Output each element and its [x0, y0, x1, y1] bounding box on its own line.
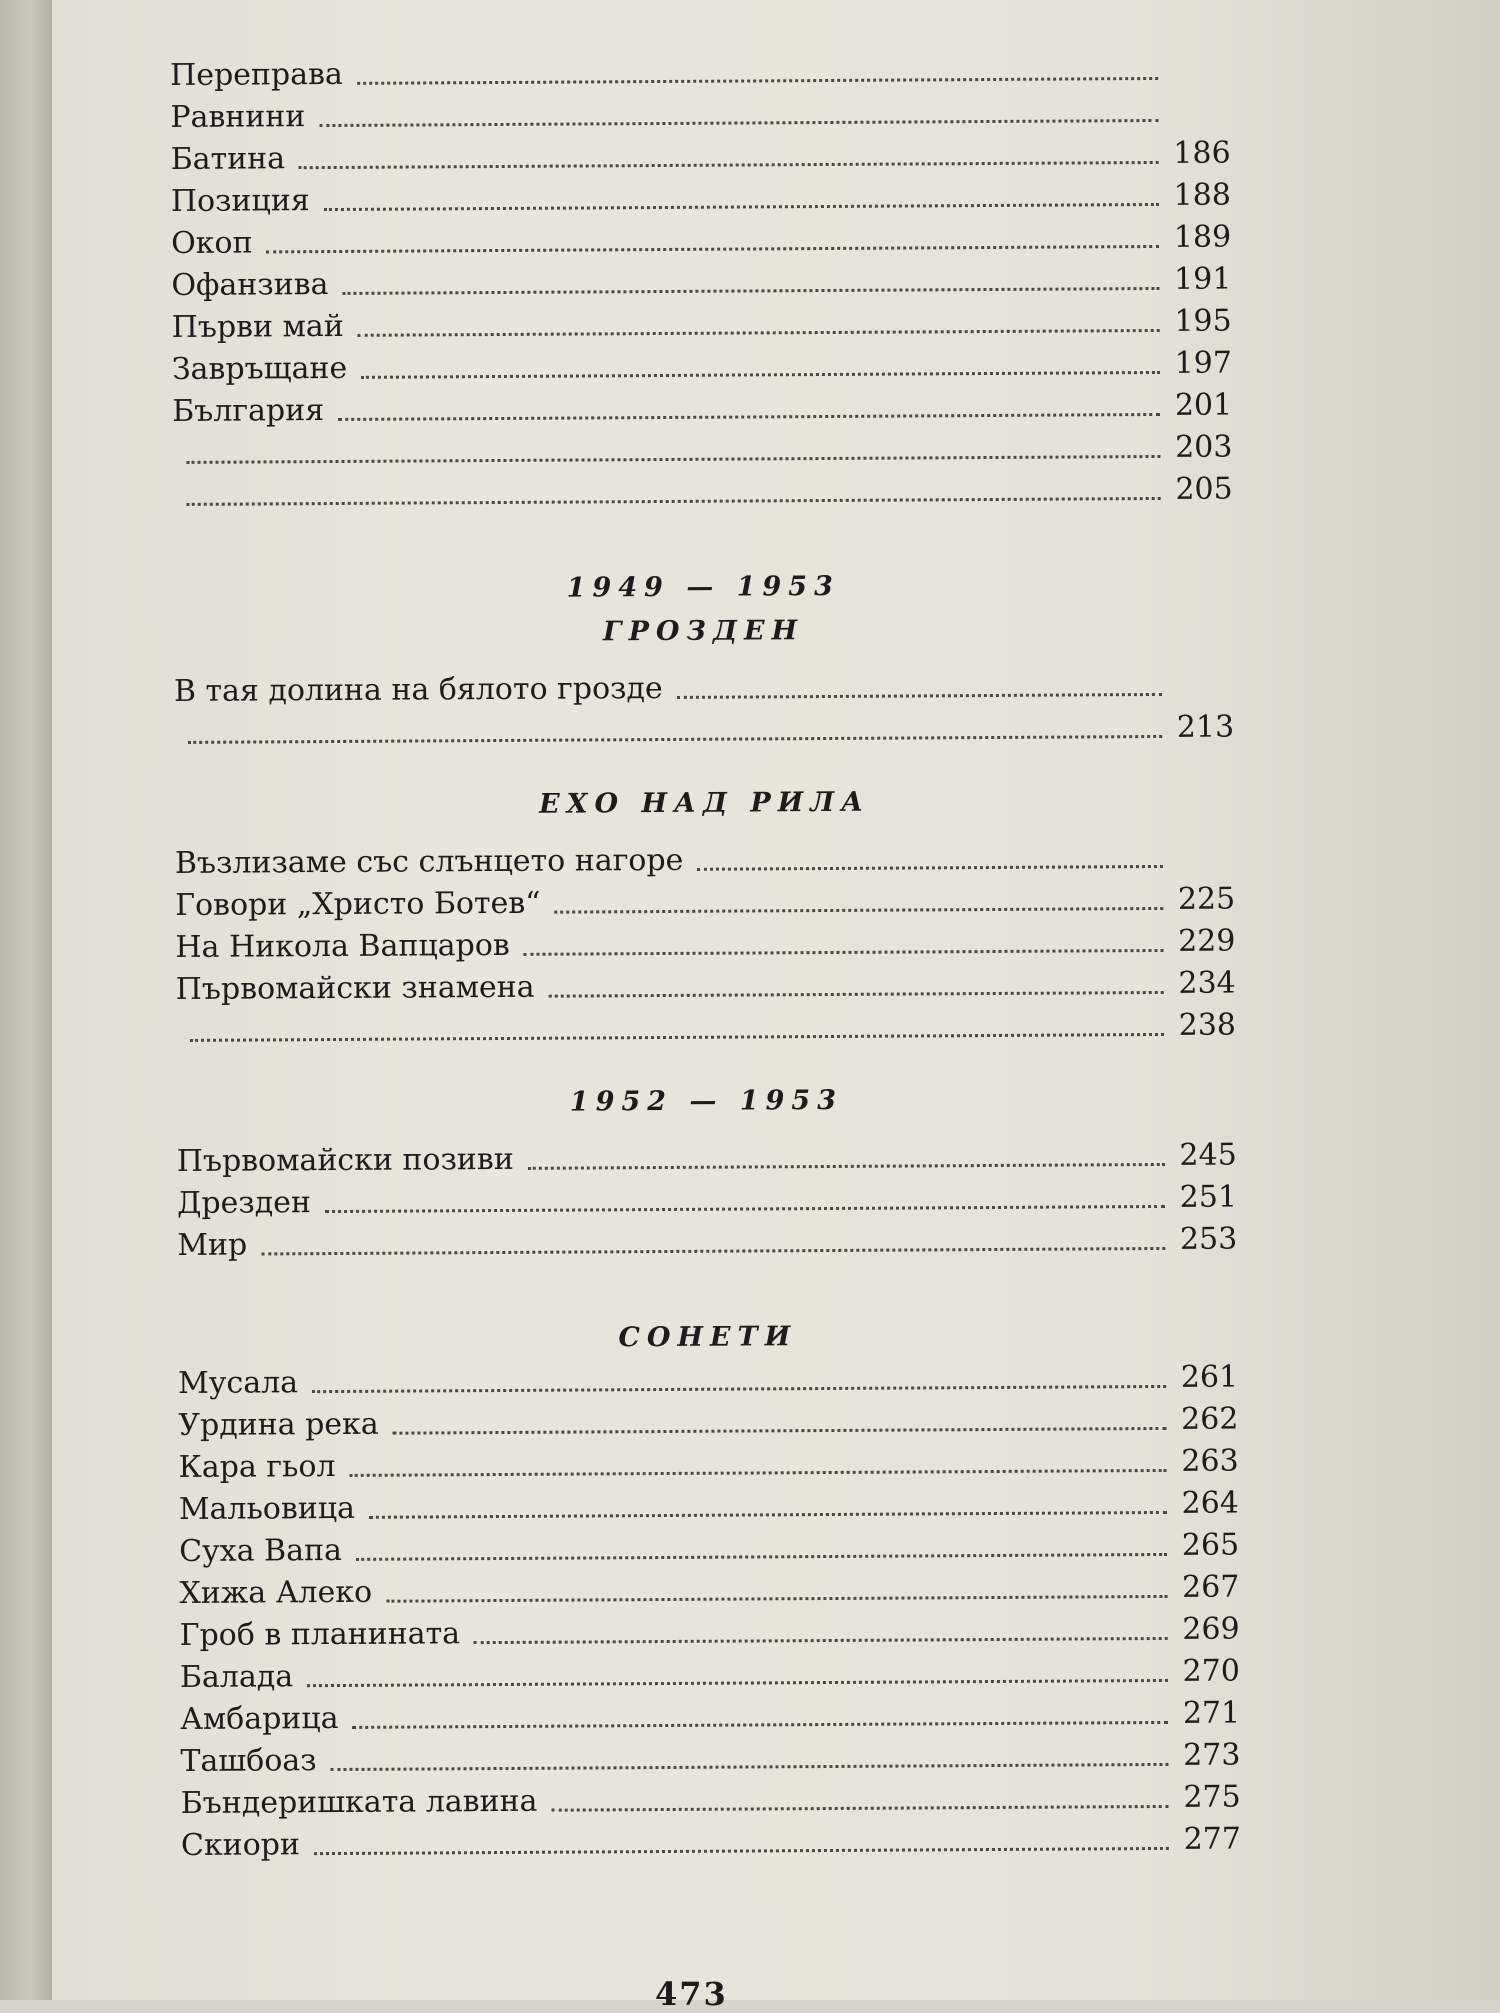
toc-entry	[181, 1776, 1241, 1824]
toc-entry	[177, 1177, 1237, 1225]
dot-leader	[358, 329, 1160, 337]
toc-entry-page: 213	[1174, 707, 1234, 749]
page-number-footer: 473	[655, 1975, 728, 2013]
toc-entry-title: Дрезден	[177, 1182, 311, 1225]
dot-leader	[190, 1033, 1164, 1042]
toc-entry	[180, 1692, 1240, 1740]
dot-leader	[528, 1163, 1165, 1170]
dot-leader	[307, 1679, 1168, 1687]
toc-entry-title: Ташбоаз	[180, 1740, 316, 1783]
toc-entry-title: Първи май	[172, 306, 344, 349]
toc-entry	[170, 49, 1230, 97]
toc-entry-page: 265	[1179, 1524, 1239, 1566]
toc-entry-page: 225	[1175, 879, 1235, 921]
toc-entry-title: Переправа	[170, 54, 343, 97]
dot-leader	[524, 949, 1164, 956]
toc-entry-title: Окоп	[171, 222, 253, 264]
toc-entry-page: 234	[1176, 963, 1236, 1005]
dot-leader	[343, 287, 1160, 295]
toc-entry-title: Мусала	[178, 1362, 298, 1405]
toc-entry-title: Първомайски знамена	[176, 967, 535, 1011]
toc-entry-page: 273	[1180, 1734, 1240, 1776]
toc-entry	[178, 1357, 1238, 1405]
toc-entry-page: 203	[1172, 427, 1232, 469]
toc-entry-title: Мальовица	[179, 1488, 355, 1531]
toc-entry	[179, 1566, 1239, 1614]
toc-entry-title: Офанзива	[171, 264, 328, 307]
toc-entry-page: 269	[1180, 1608, 1240, 1650]
toc-entry	[181, 1818, 1241, 1866]
toc-entry-title: Възлизаме със слънцето нагоре	[175, 840, 684, 885]
toc-entry-page: 251	[1177, 1177, 1237, 1219]
toc-entry-title: На Никола Вапцаров	[175, 925, 510, 969]
toc-entry-page: 267	[1179, 1566, 1239, 1608]
toc-entry	[175, 921, 1235, 969]
toc-entry-title: Амбарица	[180, 1698, 339, 1741]
toc-entry	[176, 963, 1236, 1011]
toc-entry	[175, 837, 1235, 885]
toc-group-4	[177, 1135, 1238, 1267]
dot-leader	[369, 1511, 1167, 1519]
toc-entry-title: Хижа Алеко	[179, 1572, 372, 1615]
dot-leader	[393, 1427, 1167, 1435]
toc-entry	[180, 1650, 1240, 1698]
toc-entry-page: 186	[1170, 133, 1230, 175]
toc-entry	[172, 343, 1232, 391]
toc-entry	[173, 469, 1233, 517]
toc-entry-title: Батина	[171, 138, 286, 181]
toc-entry	[171, 217, 1231, 265]
toc-entry	[171, 175, 1231, 223]
toc-entry	[172, 427, 1232, 475]
dot-leader	[697, 865, 1163, 871]
toc-entry-page: 275	[1181, 1776, 1241, 1818]
dot-leader	[677, 693, 1162, 699]
toc-entry	[177, 1135, 1237, 1183]
toc-entry-title: Завръщане	[172, 348, 348, 391]
toc-entry-page: 189	[1171, 217, 1231, 259]
toc-entry	[178, 1398, 1238, 1446]
dot-leader	[353, 1721, 1169, 1729]
toc-entry-title: Суха Вапа	[179, 1530, 342, 1573]
dot-leader	[357, 77, 1158, 85]
dot-leader	[552, 1805, 1169, 1812]
toc-entry-page: 271	[1180, 1692, 1240, 1734]
toc-entry-title: Кара гьол	[179, 1446, 336, 1489]
toc-entry	[174, 665, 1234, 713]
toc-entry-title: Бъндеришката лавина	[181, 1781, 538, 1825]
toc-entry	[179, 1524, 1239, 1572]
adjacent-page-edge	[0, 0, 52, 2000]
dot-leader	[299, 161, 1159, 169]
dot-leader	[314, 1847, 1169, 1855]
toc-entry-title: Мир	[177, 1225, 247, 1267]
section-heading-years-1952-1953: 1952 — 1953	[176, 1077, 1236, 1127]
toc-entry	[171, 133, 1231, 181]
toc-entry-title: България	[172, 390, 324, 433]
toc-entry-title: Говори „Христо Ботев“	[175, 883, 541, 927]
toc-entry	[172, 385, 1232, 433]
toc-entry-page: 261	[1178, 1357, 1238, 1399]
toc-entry-page: 253	[1177, 1219, 1237, 1261]
section-heading-grozden: ГРОЗДЕН	[173, 607, 1233, 657]
section-heading-soneti: СОНЕТИ	[178, 1313, 1238, 1363]
toc-entry	[179, 1440, 1239, 1488]
toc-entry-title: Скиори	[181, 1824, 300, 1867]
toc-entry-page: 263	[1178, 1440, 1238, 1482]
table-of-contents	[170, 49, 1241, 1867]
toc-entry	[174, 707, 1234, 755]
toc-entry-page: 270	[1180, 1650, 1240, 1692]
toc-entry-title: Урдина река	[178, 1404, 379, 1447]
dot-leader	[186, 455, 1160, 464]
toc-entry-page: 277	[1181, 1818, 1241, 1860]
dot-leader	[356, 1553, 1167, 1561]
toc-entry	[172, 301, 1232, 349]
dot-leader	[331, 1763, 1169, 1771]
dot-leader	[187, 497, 1161, 506]
dot-leader	[188, 735, 1162, 744]
toc-entry-page: 262	[1178, 1398, 1238, 1440]
toc-entry-page: 197	[1172, 343, 1232, 385]
toc-entry-page: 245	[1177, 1135, 1237, 1177]
toc-entry	[177, 1219, 1237, 1267]
toc-entry-title: Първомайски позиви	[177, 1139, 514, 1183]
toc-entry-title: Равнини	[170, 96, 305, 139]
toc-group-3	[175, 837, 1236, 1053]
dot-leader	[261, 1247, 1165, 1256]
toc-entry-title: Гроб в планината	[180, 1613, 461, 1657]
toc-entry	[176, 1005, 1236, 1053]
toc-entry-page: 201	[1172, 385, 1232, 427]
dot-leader	[338, 413, 1160, 421]
dot-leader	[361, 371, 1160, 379]
toc-entry-page: 264	[1179, 1482, 1239, 1524]
dot-leader	[267, 245, 1160, 253]
toc-entry-page: 188	[1171, 175, 1231, 217]
section-heading-eho-nad-rila: ЕХО НАД РИЛА	[174, 779, 1234, 829]
toc-entry	[179, 1482, 1239, 1530]
toc-entry-page: 229	[1175, 921, 1235, 963]
toc-entry	[180, 1734, 1240, 1782]
toc-entry	[171, 259, 1231, 307]
dot-leader	[555, 907, 1164, 914]
toc-entry-page: 191	[1171, 259, 1231, 301]
dot-leader	[312, 1385, 1166, 1393]
section-heading-years-1949-1953: 1949 — 1953	[173, 563, 1233, 613]
toc-group-1	[170, 49, 1233, 517]
toc-entry-title: Балада	[180, 1656, 293, 1699]
dot-leader	[319, 119, 1158, 127]
toc-entry-page: 238	[1176, 1005, 1236, 1047]
toc-entry	[170, 91, 1230, 139]
dot-leader	[474, 1637, 1168, 1644]
toc-entry-page: 205	[1173, 469, 1233, 511]
dot-leader	[325, 1205, 1165, 1213]
toc-entry-title: В тая долина на бялото грозде	[174, 668, 663, 713]
toc-entry	[180, 1608, 1240, 1656]
dot-leader	[386, 1595, 1167, 1603]
toc-entry-title: Позиция	[171, 180, 310, 223]
dot-leader	[549, 991, 1164, 998]
toc-group-5	[178, 1357, 1241, 1867]
toc-entry	[175, 879, 1235, 927]
dot-leader	[324, 203, 1159, 211]
dot-leader	[350, 1469, 1167, 1477]
toc-entry-page: 195	[1172, 301, 1232, 343]
toc-group-2	[174, 665, 1234, 755]
